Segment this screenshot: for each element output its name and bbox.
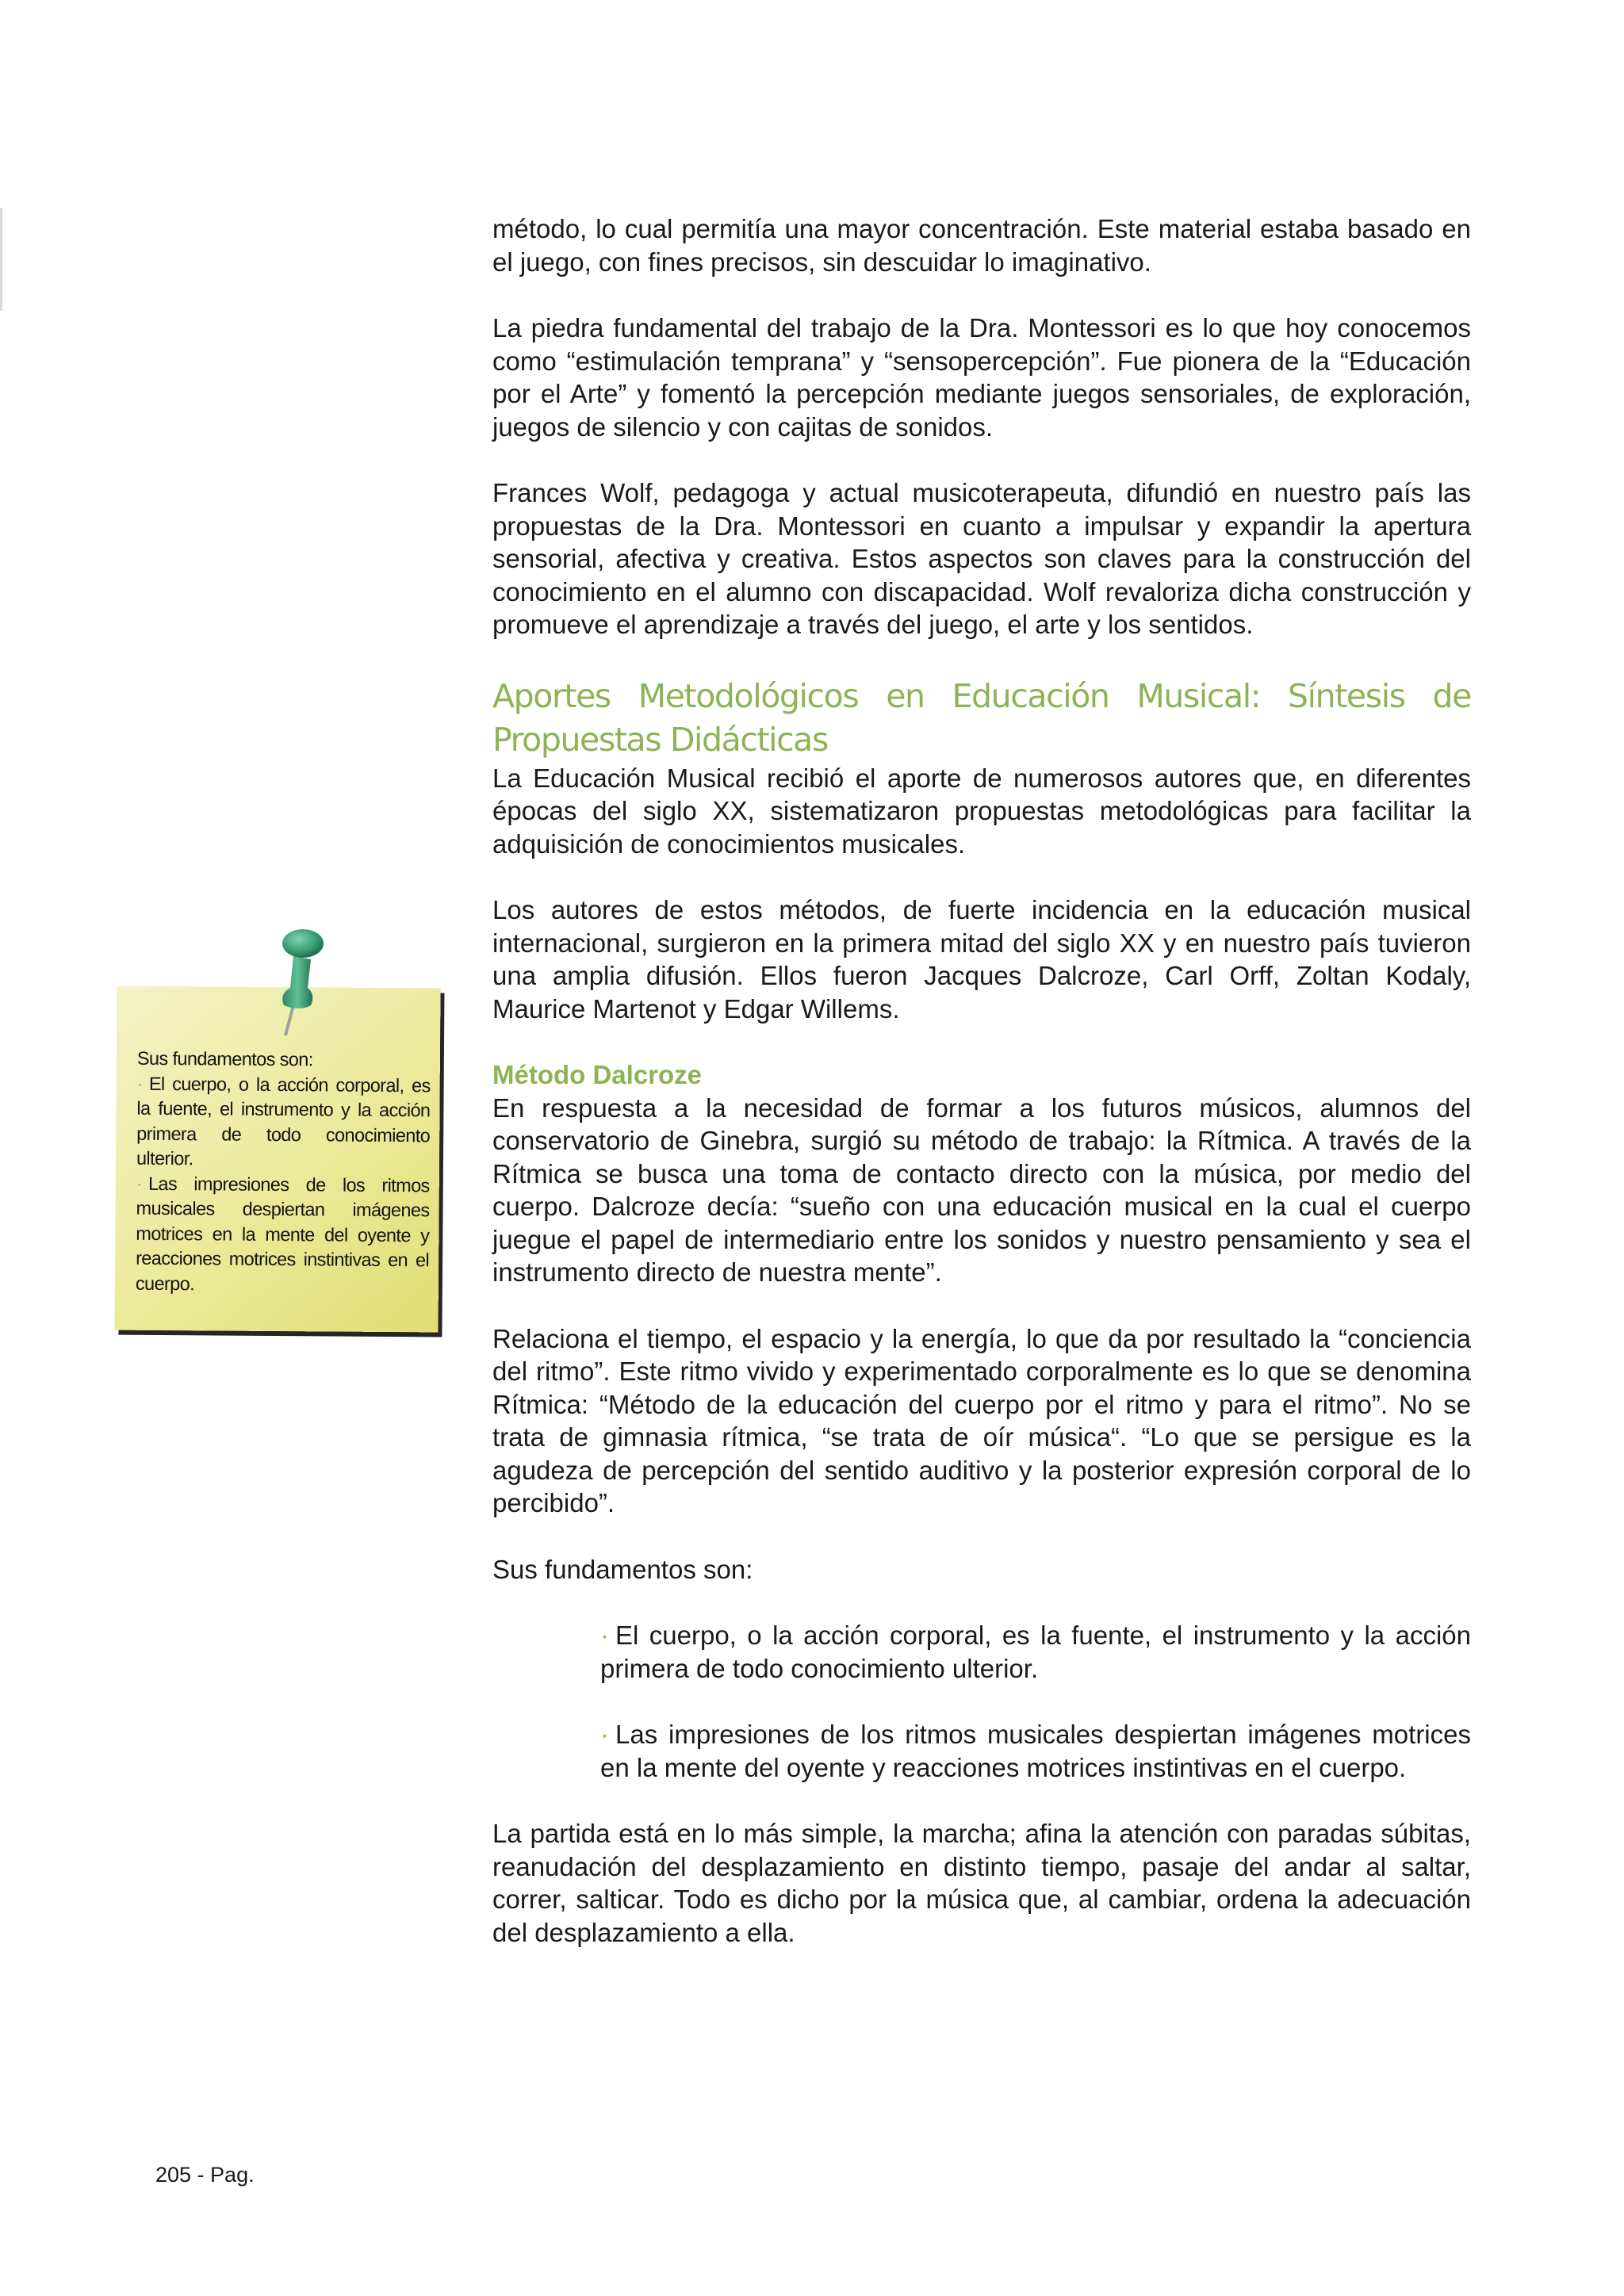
bullet-dot-icon: · [136, 1073, 143, 1094]
sticky-note-item: · El cuerpo, o la acción corporal, es la fuente, el instrumento y la acción primera de todo conocimiento ulterior. [136, 1073, 431, 1169]
fundamentos-intro: Sus fundamentos son: [492, 1554, 753, 1584]
bullet-dot-icon: · [600, 1621, 609, 1650]
list-item-text: El cuerpo, o la acción corporal, es la fuente, el instrumento y la acción primera de todo conocimiento ulterior. [600, 1621, 1471, 1683]
page-edge-mark [0, 208, 2, 311]
sticky-note-item: · Las impresiones de los ritmos musicales despiertan imágenes motrices en la mente del oyente y reacciones motrices instintivas en el cuerpo. [135, 1173, 430, 1294]
sticky-note [114, 986, 440, 1333]
intro-paragraph-3: Frances Wolf, pedagoga y actual musicoterapeuta, difundió en nuestro país las propuestas de la Dra. Montessori en cuanto a impulsar y expandir la apertura sensorial, afectiva y creativa. Estos aspectos son claves para la construcción del conocimiento en el alumno con discapacidad. Wolf revaloriza dicha construcción y promueve el aprendizaje a través del juego, el arte y los sentidos. [492, 478, 1471, 639]
intro-paragraph-2: La piedra fundamental del trabajo de la Dra. Montessori es lo que hoy conocemos como “estimulación temprana” y “sensopercepción”. Fue pionera de la “Educación por el Arte” y fomentó la percepción mediante juegos sensoriales, de exploración, juegos de silencio y con cajitas de sonidos. [492, 313, 1471, 442]
sticky-note-text [136, 1047, 431, 1299]
subheading-dalcroze: Método Dalcroze [492, 1060, 703, 1089]
section-paragraph-1: La Educación Musical recibió el aporte de numerosos autores que, en diferentes épocas del siglo XX, sistematizaron propuestas metodológicas para facilitar la adquisición de conocimientos musicales. [492, 763, 1471, 859]
bullet-dot-icon: · [136, 1173, 143, 1194]
bullet-dot-icon: · [600, 1720, 609, 1749]
pushpin-icon [262, 926, 341, 1037]
list-item-text: Las impresiones de los ritmos musicales despiertan imágenes motrices en la mente del oyente y reacciones motrices instintivas en el cuerpo. [600, 1720, 1471, 1782]
section-heading: Aportes Metodológicos en Educación Musical: Síntesis de Propuestas Didácticas [492, 676, 1471, 759]
intro-paragraph-1: método, lo cual permitía una mayor concentración. Este material estaba basado en el juego, con fines precisos, sin descuidar lo imaginativo. [492, 214, 1471, 277]
main-text-column [492, 212, 1471, 1949]
sticky-note-title: Sus fundamentos son: [136, 1047, 313, 1070]
section-paragraph-2: Los autores de estos métodos, de fuerte incidencia en la educación musical internacional, surgieron en la primera mitad del siglo XX y en nuestro país tuvieron una amplia difusión. Ellos fueron Jacques Dalcroze, Carl Orff, Zoltan Kodaly, Maurice Martenot y Edgar Willems. [492, 895, 1471, 1024]
fundamentos-list [492, 1619, 1471, 1784]
closing-paragraph: La partida está en lo más simple, la marcha; afina la atención con paradas súbitas, reanudación del desplazamiento en distinto tiempo, pasaje del andar al saltar, correr, salticar. Todo es dicho por la música que, al cambiar, ordena la adecuación del desplazamiento a ella. [492, 1819, 1471, 1947]
dalcroze-paragraph-2: Relaciona el tiempo, el espacio y la energía, lo que da por resultado la “conciencia del ritmo”. Este ritmo vivido y experimentado corporalmente es lo que se denomina Rítmica: “Método de la educación del cuerpo por el ritmo y para el ritmo”. No se trata de gimnasia rítmica, “se trata de oír música“. “Lo que se persigue es la agudeza de percepción del sentido auditivo y la posterior expresión corporal de lo percibido”. [492, 1323, 1471, 1517]
page-number: 205 - Pag. [155, 2163, 255, 2187]
list-item [600, 1718, 1471, 1784]
dalcroze-paragraph-1: En respuesta a la necesidad de formar a los futuros músicos, alumnos del conservatorio de Ginebra, surgió su método de trabajo: la Rítmica. A través de la Rítmica se busca una toma de contacto directo con la música, por medio del cuerpo. Dalcroze decía: “sueño con una educación musical en la cual el cuerpo juegue el papel de intermediario entre los sonidos y nuestro pensamiento y sea el instrumento directo de nuestra mente”. [492, 1093, 1471, 1287]
list-item [600, 1619, 1471, 1685]
